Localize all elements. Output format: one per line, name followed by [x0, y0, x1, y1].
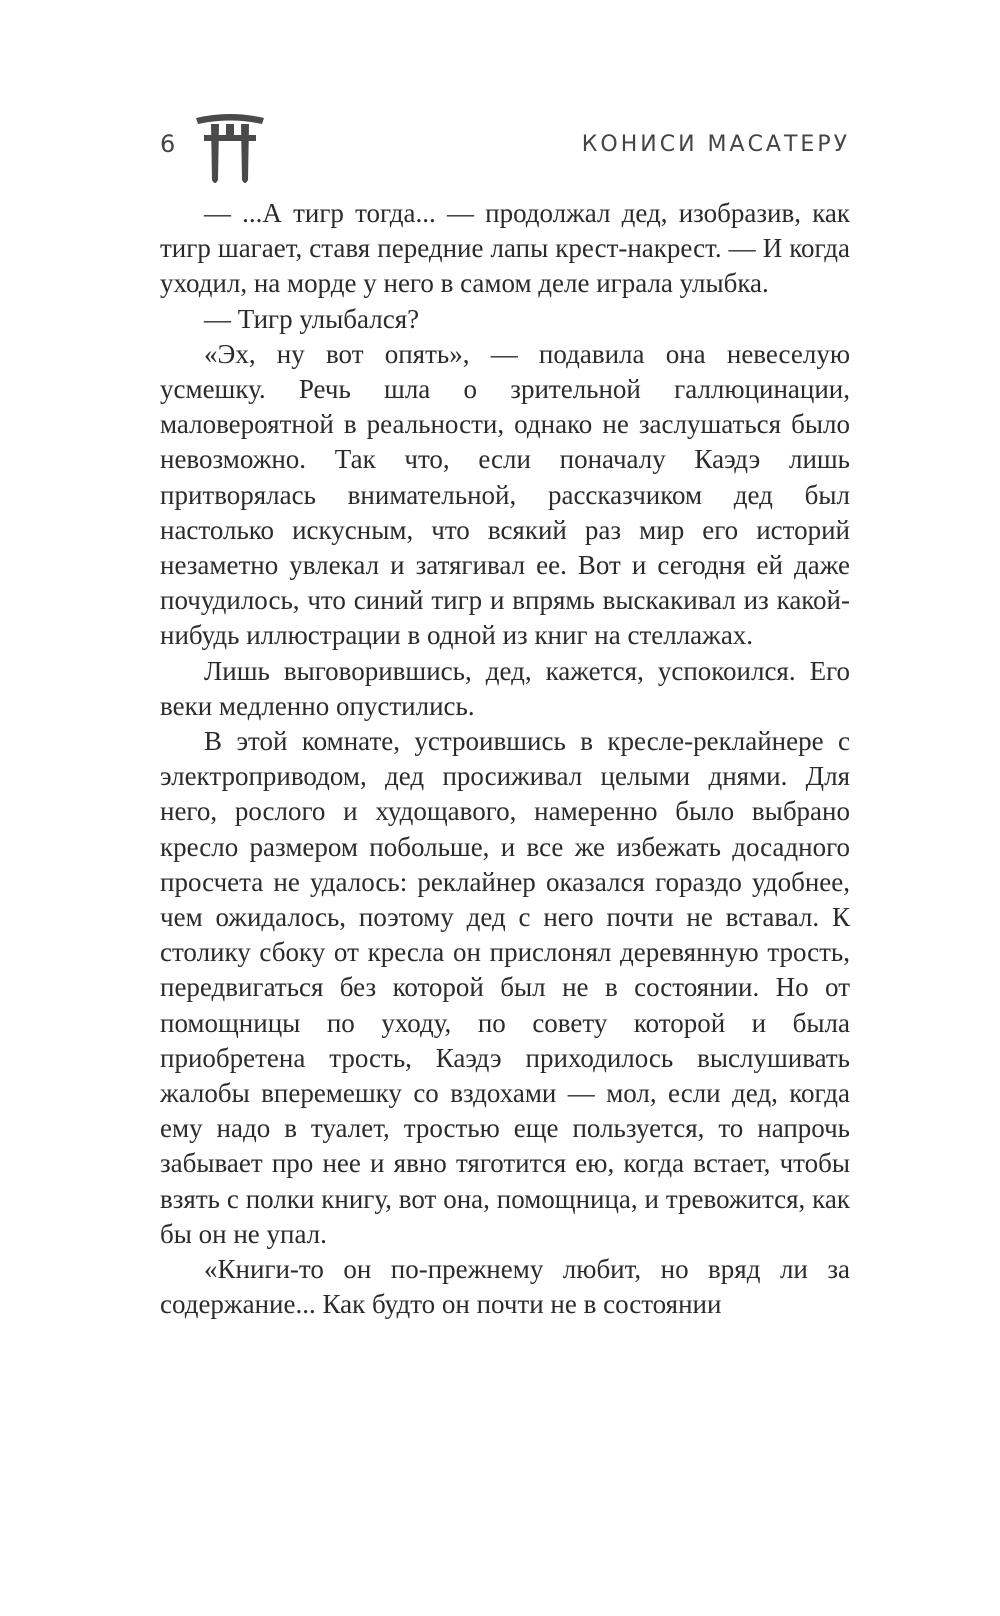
paragraph: В этой комнате, устроившись в кресле-реклайнере с электроприводом, дед просиживал целыми днями. Для него, рослого и худощавого, намеренно было выбрано кресло размером побольше, и все же избежать досадного просчета не удалось: реклайнер оказался гораздо удобнее, чем ожидалось, поэтому дед с него почти не вставал. К столику сбоку от кресла он прислонял деревянную трость, передвигаться без которой был не в состоянии. Но от помощницы по уходу, по совету которой и была приобретена трость, Каэдэ приходилось выслушивать жалобы вперемешку со вздохами — мол, если дед, когда ему надо в туалет, тростью еще пользуется, то напрочь забывает про нее и явно тяготится ею, когда встает, чтобы взять с полки книгу, вот она, помощница, и тревожится, как бы он не упал.	[160, 726, 850, 1249]
paragraph: — Тигр улыбался?	[204, 303, 420, 334]
paragraph: — ...А тигр тогда... — продолжал дед, изобразив, как тигр шагает, ставя передние лапы крест-накрест. — И когда уходил, на морде у него в самом деле играла улыбка.	[160, 198, 850, 299]
paragraph: «Книги-то он по-прежнему любит, но вряд ли за содержание... Как будто он почти не в состоянии	[160, 1254, 850, 1320]
paragraph: «Эх, ну вот опять», — подавила она невеселую усмешку. Речь шла о зрительной галлюцинации, маловероятной в реальности, однако не заслушаться было невозможно. Так что, если поначалу Каэдэ лишь притворялась внимательной, рассказчиком дед был настолько искусным, что всякий раз мир его историй незаметно увлекал и затягивал ее. Вот и сегодня ей даже почудилось, что синий тигр и впрямь выскакивал из какой-нибудь иллюстрации в одной из книг на стеллажах.	[160, 338, 850, 651]
page-header	[160, 108, 850, 188]
page-number: 6	[160, 130, 176, 158]
torii-gate-icon	[194, 108, 266, 186]
running-title: КОНИСИ МАСАТЕРУ	[581, 132, 850, 157]
paragraph: Лишь выговорившись, дед, кажется, успокоился. Его веки медленно опустились.	[160, 655, 850, 721]
body-text	[160, 196, 850, 1323]
